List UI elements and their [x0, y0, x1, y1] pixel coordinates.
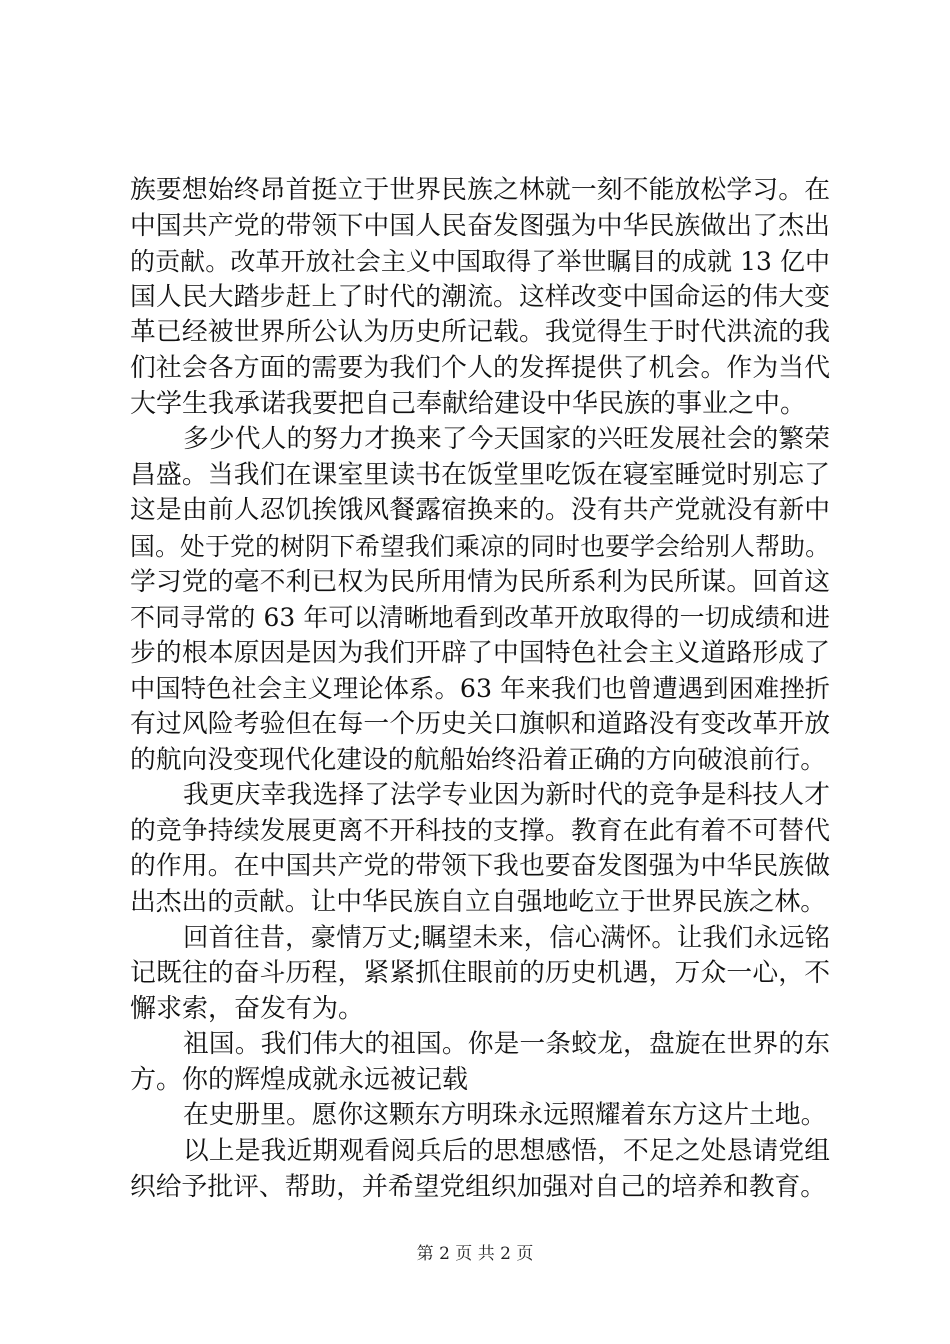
text-line: 的贡献。改革开放社会主义中国取得了举世瞩目的成就 13 亿中	[130, 247, 830, 277]
text-line: 懈求索，奋发有为。	[130, 993, 365, 1024]
text-line: 昌盛。当我们在课室里读书在饭堂里吃饭在寝室睡觉时别忘了	[130, 459, 830, 490]
text-line: 有过风险考验但在每一个历史关口旗帜和道路没有变改革开放	[130, 708, 830, 739]
text-line: 不同寻常的 63 年可以清晰地看到改革开放取得的一切成绩和进	[130, 603, 830, 633]
text-line: 的作用。在中国共产党的带领下我也要奋发图强为中华民族做	[130, 851, 830, 882]
text-line: 们社会各方面的需要为我们个人的发挥提供了机会。作为当代	[130, 352, 830, 383]
text-line: 国人民大踏步赶上了时代的潮流。这样改变中国命运的伟大变	[130, 281, 830, 312]
text-line: 步的根本原因是因为我们开辟了中国特色社会主义道路形成了	[130, 637, 830, 668]
text-line: 织给予批评、帮助，并希望党组织加强对自己的培养和教育。	[130, 1171, 827, 1202]
text-line: 的航向没变现代化建设的航船始终沿着正确的方向破浪前行。	[130, 744, 827, 775]
text-line: 在史册里。愿你这颗东方明珠永远照耀着东方这片土地。	[183, 1100, 827, 1131]
text-line: 族要想始终昂首挺立于世界民族之林就一刻不能放松学习。在	[130, 175, 830, 205]
text-line: 大学生我承诺我要把自己奉献给建设中华民族的事业之中。	[130, 388, 807, 419]
text-line: 以上是我近期观看阅兵后的思想感悟，不足之处恳请党组	[183, 1136, 830, 1167]
text-line: 多少代人的努力才换来了今天国家的兴旺发展社会的繁荣	[183, 424, 830, 455]
body-text	[130, 173, 830, 1205]
text-line: 这是由前人忍饥挨饿风餐露宿换来的。没有共产党就没有新中	[130, 495, 830, 526]
text-line: 祖国。我们伟大的祖国。你是一条蛟龙，盘旋在世界的东	[183, 1029, 830, 1060]
text-line: 革已经被世界所公认为历史所记载。我觉得生于时代洪流的我	[130, 317, 830, 348]
text-line: 方。你的辉煌成就永远被记载	[130, 1064, 469, 1095]
text-line: 的竞争持续发展更离不开科技的支撑。教育在此有着不可替代	[130, 815, 830, 846]
text-line: 中国共产党的带领下中国人民奋发图强为中华民族做出了杰出	[130, 210, 830, 241]
text-line: 出杰出的贡献。让中华民族自立自强地屹立于世界民族之林。	[130, 886, 827, 917]
text-line: 回首往昔，豪情万丈;瞩望未来，信心满怀。让我们永远铭	[183, 922, 830, 953]
text-line: 记既往的奋斗历程，紧紧抓住眼前的历史机遇，万众一心，不	[130, 958, 830, 989]
page-footer: 第 2 页 共 2 页	[416, 1244, 534, 1264]
text-line: 我更庆幸我选择了法学专业因为新时代的竞争是科技人才	[183, 780, 830, 811]
text-line: 中国特色社会主义理论体系。63 年来我们也曾遭遇到困难挫折	[130, 674, 830, 704]
text-line: 学习党的毫不利已权为民所用情为民所系利为民所谋。回首这	[130, 566, 830, 597]
text-line: 国。处于党的树阴下希望我们乘凉的同时也要学会给别人帮助。	[130, 531, 830, 561]
